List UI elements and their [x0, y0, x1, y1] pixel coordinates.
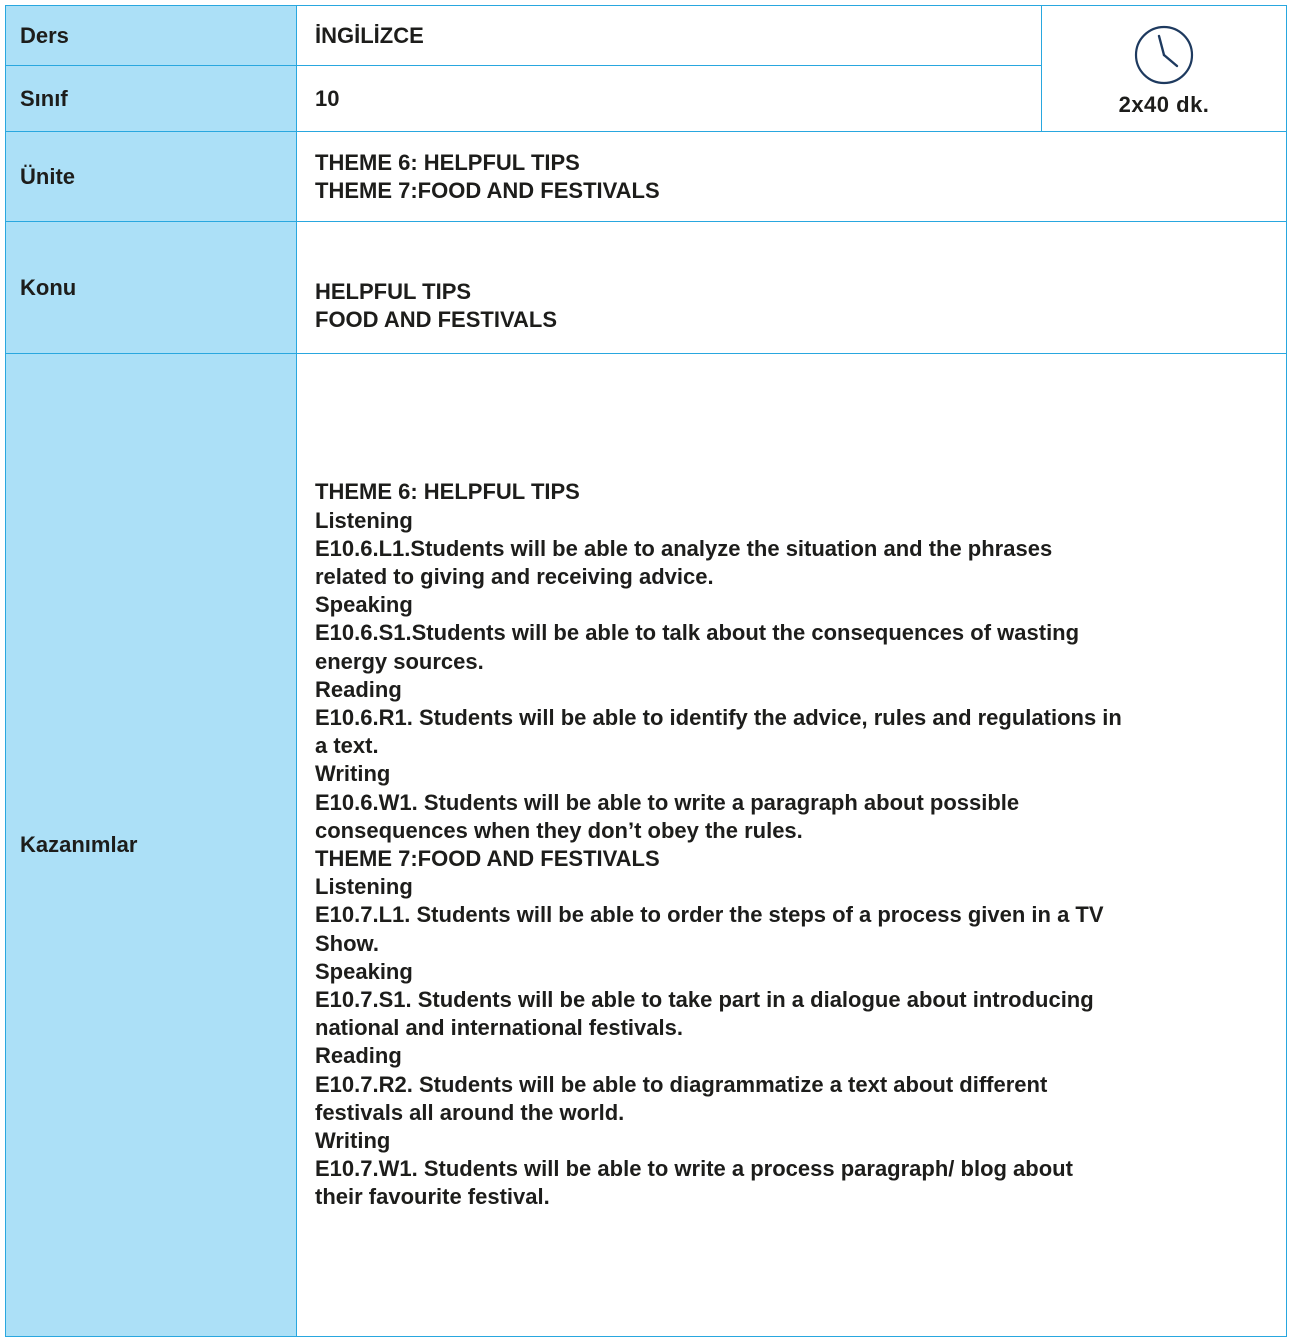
time-box: [1042, 6, 1287, 132]
outcome-line: E10.6.S1.Students will be able to talk about the consequences of wasting: [315, 620, 1080, 646]
outcome-line: Listening: [315, 874, 413, 900]
outcome-line: Writing: [315, 761, 391, 787]
row-kazanimlar: [6, 354, 1287, 1337]
outcome-line: energy sources.: [315, 648, 484, 674]
outcome-line: Reading: [315, 676, 402, 702]
konu-line: FOOD AND FESTIVALS: [315, 306, 557, 332]
label-kazanimlar: Kazanımlar: [6, 354, 297, 1337]
outcome-line: E10.7.S1. Students will be able to take part in a dialogue about introducing: [315, 987, 1094, 1013]
outcome-line: THEME 6: HELPFUL TIPS: [315, 479, 580, 505]
row-ders: [6, 6, 1287, 66]
outcome-line: Writing: [315, 1128, 391, 1154]
outcomes-list: [315, 478, 1286, 1211]
label-unite: Ünite: [6, 132, 297, 222]
outcome-line: related to giving and receiving advice.: [315, 563, 714, 589]
konu-line: HELPFUL TIPS: [315, 278, 472, 304]
label-konu: Konu: [6, 222, 297, 354]
outcome-line: national and international festivals.: [315, 1015, 683, 1041]
outcome-line: E10.6.R1. Students will be able to identify the advice, rules and regulations in: [315, 704, 1122, 730]
value-kazanimlar: [297, 354, 1287, 1337]
value-konu: [297, 222, 1287, 354]
outcome-line: festivals all around the world.: [315, 1099, 625, 1125]
label-sinif: Sınıf: [6, 66, 297, 132]
outcome-line: THEME 7:FOOD AND FESTIVALS: [315, 846, 660, 871]
outcome-line: Show.: [315, 930, 379, 956]
clock-icon: [1133, 24, 1195, 86]
outcome-line: their favourite festival.: [315, 1184, 550, 1210]
duration-text: 2x40 dk.: [1118, 91, 1210, 117]
outcome-line: Speaking: [315, 592, 413, 618]
outcome-line: consequences when they don’t obey the rules.: [315, 817, 803, 843]
outcome-line: Reading: [315, 1043, 402, 1069]
outcome-line: E10.7.L1. Students will be able to order the steps of a process given in a TV: [315, 902, 1104, 928]
outcome-line: a text.: [315, 733, 379, 759]
row-konu: [6, 222, 1287, 354]
outcome-line: Speaking: [315, 958, 413, 984]
label-ders: Ders: [6, 6, 297, 66]
row-unite: [6, 132, 1287, 222]
outcome-line: Listening: [315, 507, 413, 533]
unite-line: THEME 7:FOOD AND FESTIVALS: [315, 177, 660, 203]
outcome-line: E10.7.R2. Students will be able to diagrammatize a text about different: [315, 1071, 1048, 1097]
outcome-line: E10.7.W1. Students will be able to write a process paragraph/ blog about: [315, 1156, 1073, 1182]
outcome-line: E10.6.W1. Students will be able to write a paragraph about possible: [315, 789, 1020, 815]
value-unite: [297, 132, 1287, 222]
lesson-plan-table: [5, 5, 1287, 1337]
outcome-line: E10.6.L1.Students will be able to analyze the situation and the phrases: [315, 535, 1053, 561]
value-sinif: 10: [297, 66, 1042, 132]
value-ders: İNGİLİZCE: [297, 6, 1042, 66]
unite-line: THEME 6: HELPFUL TIPS: [315, 149, 580, 175]
